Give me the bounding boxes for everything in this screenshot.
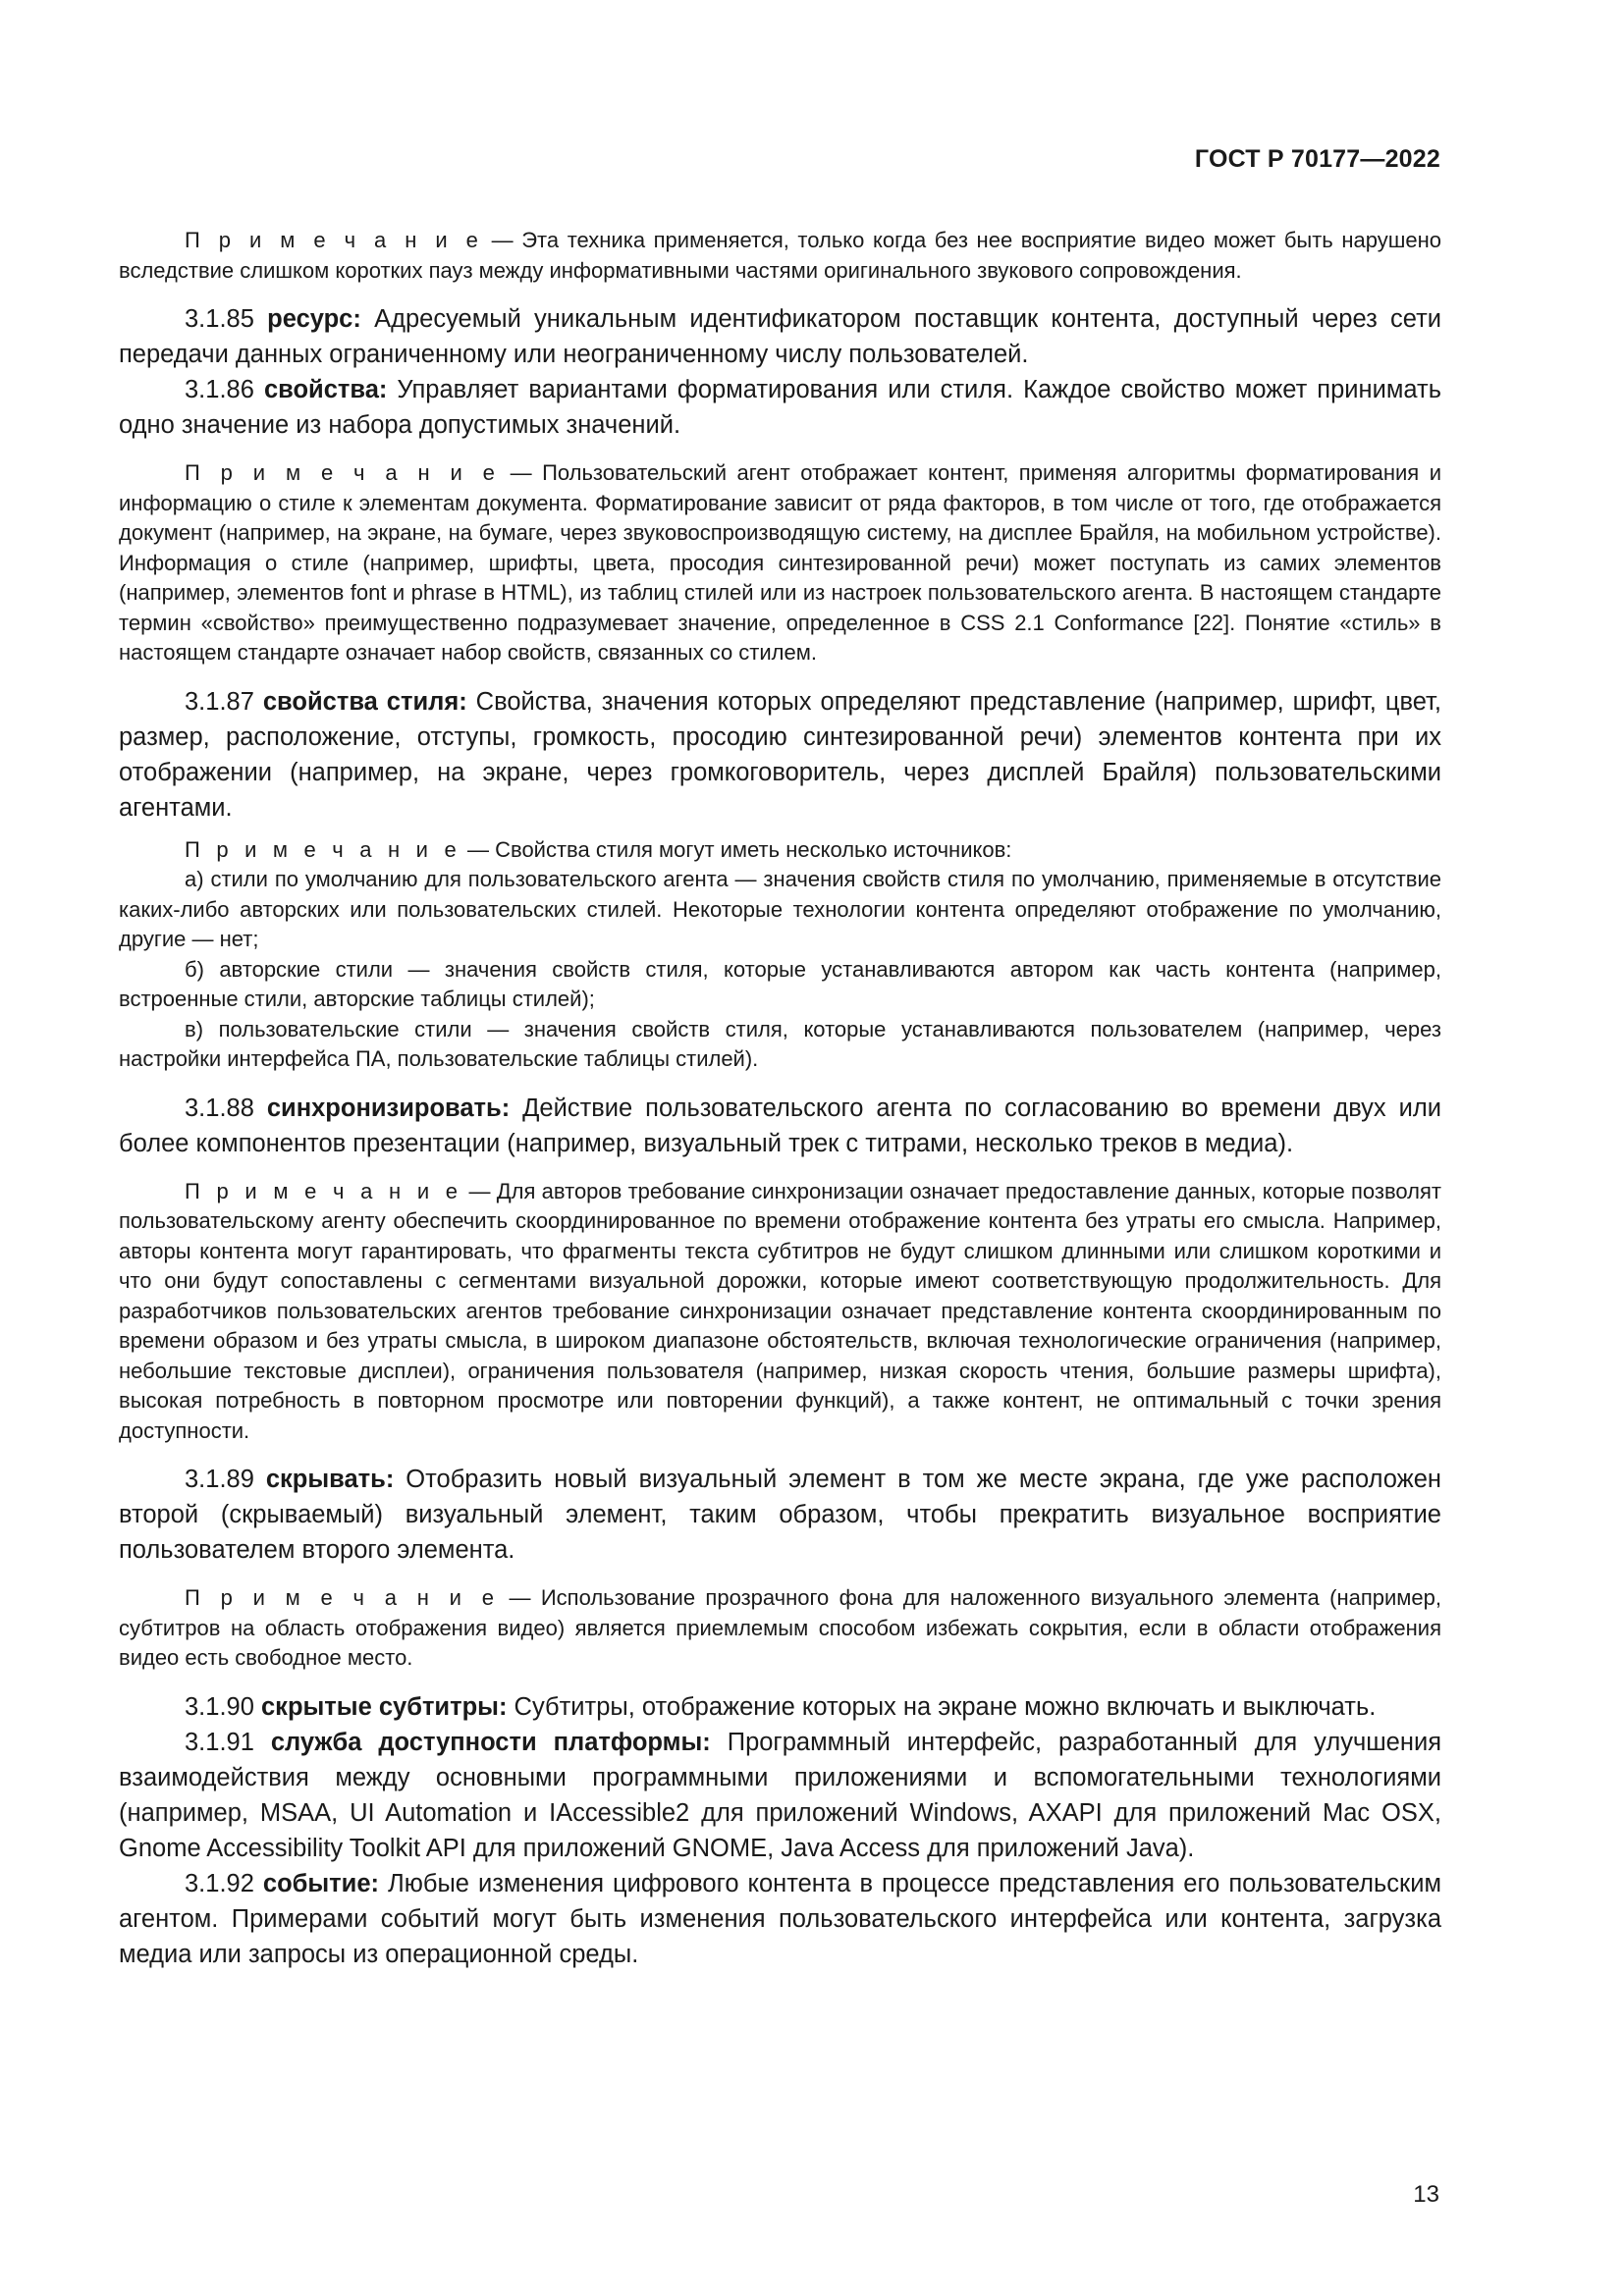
list-item: б) авторские стили — значения свойств стиля, которые устанавливаются автором как часть контента (например, встроенные стили, авторские таблицы стилей);: [119, 956, 1441, 1011]
term-3-1-90: [119, 1689, 1441, 1725]
term-name: ресурс:: [267, 305, 361, 333]
term-number: 3.1.86: [185, 376, 254, 403]
term-name: свойства:: [263, 376, 388, 403]
term-name: свойства стиля:: [262, 687, 467, 716]
list-item: в) пользовательские стили — значения свойств стиля, которые устанавливаются пользователем (например, через настройки интерфейса ПА, пользовательские таблицы стилей).: [119, 1016, 1441, 1071]
term-number: 3.1.87: [185, 687, 254, 716]
note-paragraph: [119, 1583, 1441, 1674]
note-paragraph: [119, 835, 1441, 866]
note-text: — Эта техника применяется, только когда без нее восприятие видео может быть нарушено вследствие слишком коротких пауз между информативными частями оригинального звукового сопровождения.: [119, 228, 1441, 283]
note-label: П р и м е ч а н и е: [185, 1585, 500, 1610]
term-3-1-86: [119, 372, 1441, 443]
note-text: — Использование прозрачного фона для наложенного визуального элемента (например, субтитров на область отображения видео) является приемлемым способом избежать сокрытия, если в области отображения видео есть свободное место.: [119, 1585, 1441, 1670]
note-label: П р и м е ч а н и е: [185, 1178, 463, 1203]
note-text: — Свойства стиля могут иметь несколько источников:: [460, 836, 1012, 862]
note-paragraph: [119, 226, 1441, 286]
term-definition: Программный интерфейс, разработанный для улучшения взаимодействия между основными программными приложениями и вспомогательными технологиями (например, MSAA, UI Automation и IAccessible2 для приложений Windows, AXAPI для приложений Mac OSX, Gnome Accessibility Toolkit API для приложений GNOME, Java Access для приложений Java).: [119, 1728, 1442, 1862]
note-paragraph: [119, 458, 1441, 668]
term-definition: Свойства, значения которых определяют представление (например, шрифт, цвет, размер, расположение, отступы, громкость, просодию синтезированной речи) элементов контента при их отображении (например, на экране, через громкоговоритель, через дисплей Брайля) пользовательскими агентами.: [119, 687, 1441, 822]
term-number: 3.1.92: [185, 1869, 254, 1897]
note-label: П р и м е ч а н и е: [185, 228, 484, 252]
term-3-1-85: [119, 301, 1441, 372]
document-body: [119, 226, 1441, 1972]
term-number: 3.1.90: [185, 1692, 254, 1721]
term-name: служба доступности платформы:: [270, 1728, 711, 1756]
term-name: синхронизировать:: [266, 1094, 511, 1122]
term-name: событие:: [262, 1869, 380, 1897]
note-text: — Для авторов требование синхронизации означает предоставление данных, которые позволят пользовательскому агенту обеспечить скоординированное по времени отображение контента без утраты его смысла. Например, авторы контента могут гарантировать, что фрагменты текста субтитров не будут слишком длинными или слишком короткими и что они будут сопоставлены с сегментами визуальной дорожки, которые имеют соответствующую продолжительность. Для разработчиков пользовательских агентов требование синхронизации означает представление контента скоординированным по времени образом и без утраты смысла, в широком диапазоне обстоятельств, включая технологические ограничения (например, небольшие текстовые дисплеи), ограничения пользователя (например, низкая скорость чтения, большие размеры шрифта), высокая потребность в повторном просмотре или повторении функций), а также контент, не оптимальный с точки зрения доступности.: [119, 1178, 1441, 1443]
note-paragraph: [119, 1177, 1441, 1447]
term-number: 3.1.88: [185, 1094, 254, 1122]
term-3-1-87: [119, 684, 1441, 826]
term-name: скрытые субтитры:: [261, 1692, 508, 1721]
note-text: — Пользовательский агент отображает контент, применяя алгоритмы форматирования и информацию о стиле к элементам документа. Форматирование зависит от ряда факторов, в том числе от того, где отображается документ (например, на экране, на бумаге, через звуковоспроизводящую систему, на дисплее Брайля, на мобильном устройстве). Информация о стиле (например, шрифты, цвета, просодия синтезированной речи) может поступать из самих элементов (например, элементов font и phrase в HTML), из таблиц стилей или из настроек пользовательского агента. В настоящем стандарте термин «свойство» преимущественно подразумевает значение, определенное в CSS 2.1 Conformance [22]. Понятие «стиль» в настоящем стандарте означает набор свойств, связанных со стилем.: [119, 460, 1441, 665]
term-number: 3.1.85: [185, 305, 254, 333]
term-definition: Субтитры, отображение которых на экране можно включать и выключать.: [507, 1692, 1377, 1721]
document-header: ГОСТ Р 70177—2022: [1194, 145, 1440, 173]
note-label: П р и м е ч а н и е: [185, 460, 501, 485]
page-number: 13: [1413, 2181, 1439, 2208]
note-label: П р и м е ч а н и е: [185, 836, 461, 862]
term-3-1-89: [119, 1462, 1441, 1568]
term-definition: Управляет вариантами форматирования или стиля. Каждое свойство может принимать одно значение из набора допустимых значений.: [119, 376, 1441, 439]
term-number: 3.1.91: [185, 1728, 254, 1756]
list-item: а) стили по умолчанию для пользовательского агента — значения свойств стиля по умолчанию, применяемые в отсутствие каких-либо авторских или пользовательских стилей. Некоторые технологии контента определяют отображение по умолчанию, другие — нет;: [119, 867, 1441, 951]
term-definition: Адресуемый уникальным идентификатором поставщик контента, доступный через сети передачи данных ограниченному или неограниченному числу пользователей.: [119, 305, 1442, 368]
term-3-1-88: [119, 1091, 1441, 1161]
term-name: скрывать:: [265, 1466, 395, 1493]
term-number: 3.1.89: [185, 1466, 254, 1493]
term-3-1-91: [119, 1725, 1441, 1866]
term-definition: Отобразить новый визуальный элемент в том же месте экрана, где уже расположен второй (скрываемый) визуальный элемент, таким образом, чтобы прекратить визуальное восприятие пользователем второго элемента.: [119, 1466, 1441, 1564]
term-definition: Действие пользовательского агента по согласованию во времени двух или более компонентов презентации (например, визуальный трек с титрами, несколько треков в медиа).: [119, 1094, 1441, 1157]
term-3-1-92: [119, 1866, 1441, 1972]
term-definition: Любые изменения цифрового контента в процессе представления его пользовательским агентом. Примерами событий могут быть изменения пользовательского интерфейса или контента, загрузка медиа или запросы из операционной среды.: [119, 1869, 1441, 1968]
